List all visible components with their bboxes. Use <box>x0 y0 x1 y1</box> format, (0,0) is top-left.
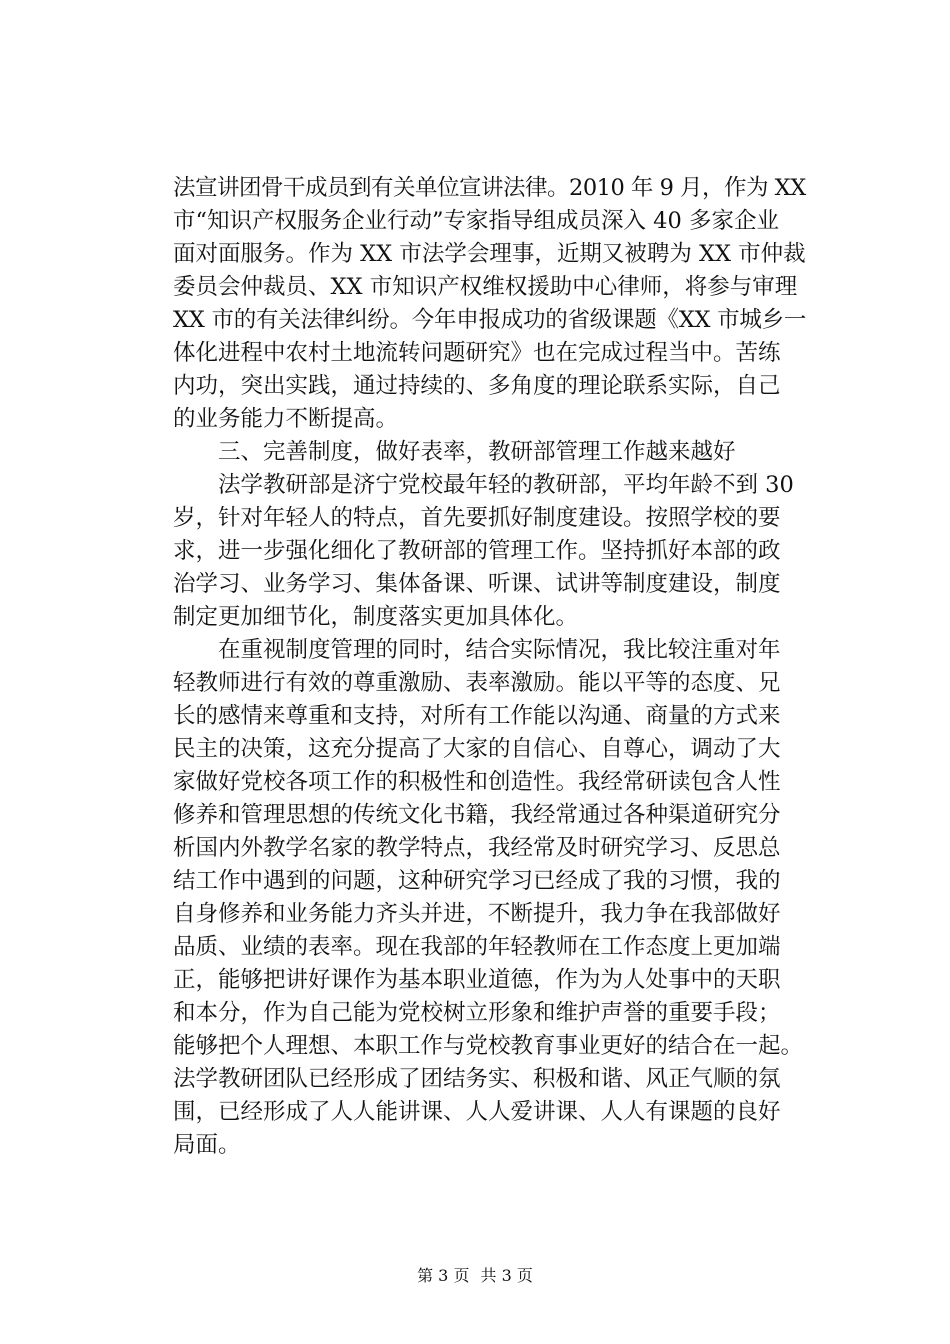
text-line: 自身修养和业务能力齐头并进，不断提升，我力争在我部做好 <box>173 901 781 927</box>
page-number-current: 第 3 页 <box>417 1266 470 1285</box>
text-line: 治学习、业务学习、集体备课、听课、试讲等制度建设，制度 <box>173 571 781 597</box>
text-line: 岁，针对年轻人的特点，首先要抓好制度建设。按照学校的要 <box>173 505 781 531</box>
text-line: 制定更加细节化，制度落实更加具体化。 <box>173 604 579 630</box>
text-line: 围，已经形成了人人能讲课、人人爱讲课、人人有课题的良好 <box>173 1099 781 1125</box>
text-line: 轻教师进行有效的尊重激励、表率激励。能以平等的态度、兄 <box>173 670 781 696</box>
page-number-total: 共 3 页 <box>480 1266 533 1285</box>
text-line: 在重视制度管理的同时，结合实际情况，我比较注重对年 <box>218 637 781 663</box>
text-line: 正，能够把讲好课作为基本职业道德，作为为人处事中的天职 <box>173 967 781 993</box>
text-line: 家做好党校各项工作的积极性和创造性。我经常研读包含人性 <box>173 769 781 795</box>
text-line: 法学教研部是济宁党校最年轻的教研部，平均年龄不到 30 <box>218 472 794 498</box>
text-line: 内功，突出实践，通过持续的、多角度的理论联系实际，自己 <box>173 373 781 399</box>
text-line: 品质、业绩的表率。现在我部的年轻教师在工作态度上更加端 <box>173 934 781 960</box>
text-line: 法宣讲团骨干成员到有关单位宣讲法律。2010 年 9 月，作为 XX <box>173 175 806 201</box>
text-line: 求，进一步强化细化了教研部的管理工作。坚持抓好本部的政 <box>173 538 781 564</box>
section-heading: 三、完善制度，做好表率，教研部管理工作越来越好 <box>218 439 736 465</box>
text-line: 和本分，作为自己能为党校树立形象和维护声誉的重要手段； <box>173 1000 781 1026</box>
text-line: 析国内外教学名家的教学特点，我经常及时研究学习、反思总 <box>173 835 781 861</box>
text-line: 面对面服务。作为 XX 市法学会理事，近期又被聘为 XX 市仲裁 <box>173 241 806 267</box>
page-footer <box>0 1265 950 1287</box>
text-line: 民主的决策，这充分提高了大家的自信心、自尊心，调动了大 <box>173 736 781 762</box>
text-line: 结工作中遇到的问题，这种研究学习已经成了我的习惯，我的 <box>173 868 781 894</box>
text-line: XX 市的有关法律纠纷。今年申报成功的省级课题《XX 市城乡一 <box>173 307 807 333</box>
text-line: 修养和管理思想的传统文化书籍，我经常通过各种渠道研究分 <box>173 802 781 828</box>
text-line: 市“知识产权服务企业行动”专家指导组成员深入 40 多家企业 <box>173 208 779 234</box>
text-line: 法学教研团队已经形成了团结务实、积极和谐、风正气顺的氛 <box>173 1066 781 1092</box>
text-line: 体化进程中农村土地流转问题研究》也在完成过程当中。苦练 <box>173 340 781 366</box>
text-line: 能够把个人理想、本职工作与党校教育事业更好的结合在一起。 <box>173 1033 804 1059</box>
text-line: 局面。 <box>173 1132 241 1158</box>
text-line: 长的感情来尊重和支持，对所有工作能以沟通、商量的方式来 <box>173 703 781 729</box>
text-line: 委员会仲裁员、XX 市知识产权维权援助中心律师，将参与审理 <box>173 274 798 300</box>
text-line: 的业务能力不断提高。 <box>173 406 399 432</box>
document-body <box>173 172 813 1162</box>
